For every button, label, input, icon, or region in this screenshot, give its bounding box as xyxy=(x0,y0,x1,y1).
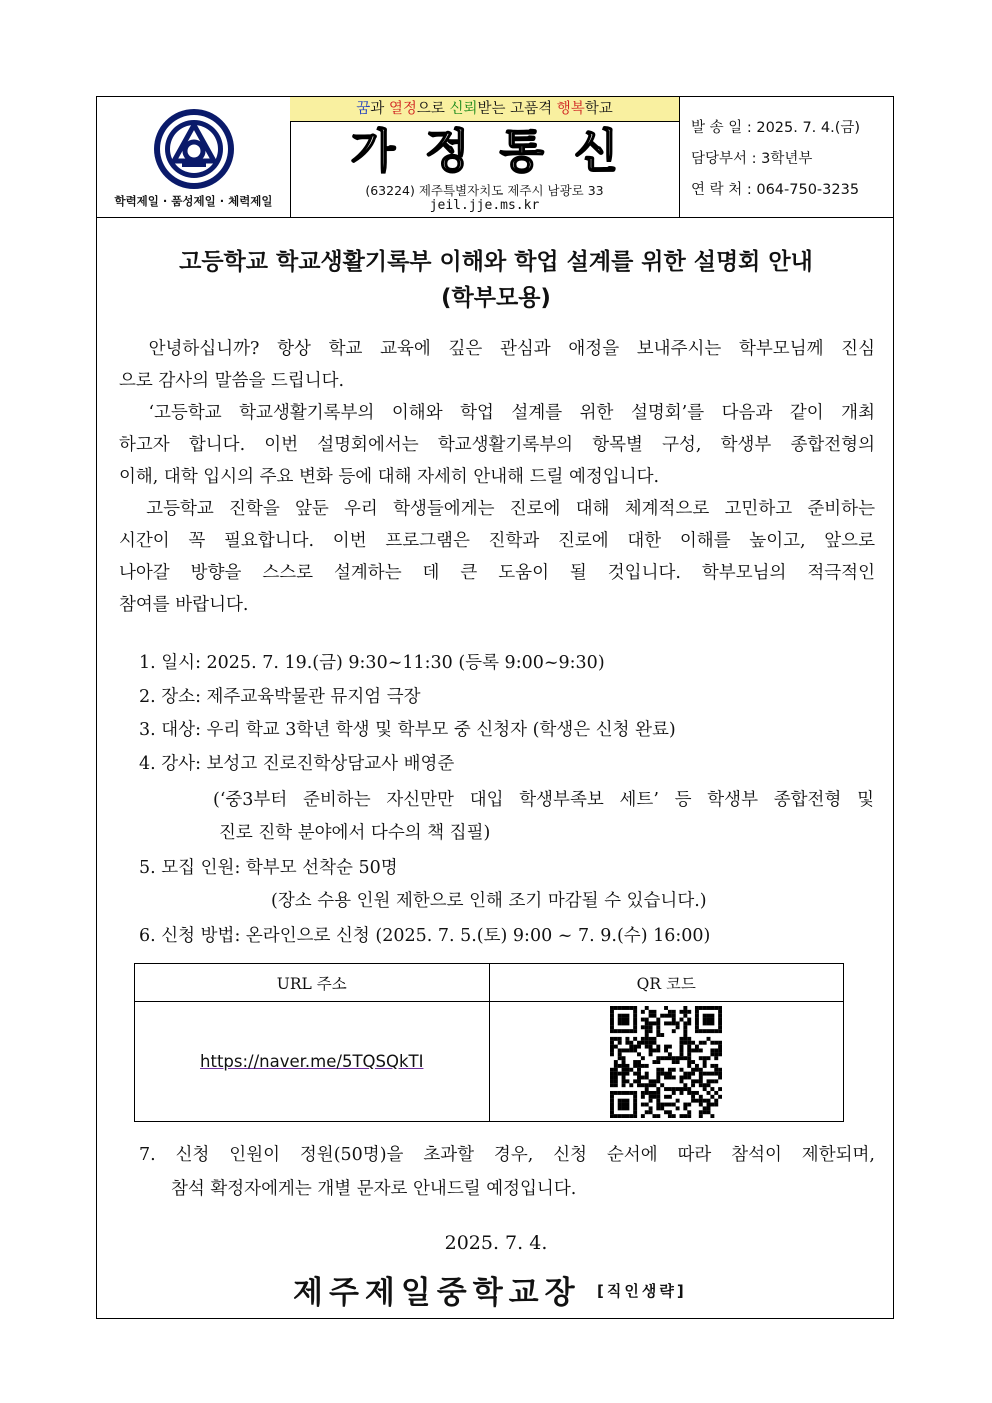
seal-note: [직인생략] xyxy=(597,1282,687,1300)
item-notice: 7. 신청 인원이 정원(50명)을 초과할 경우, 신청 순서에 따라 참석이 제한되며, xyxy=(139,1145,875,1165)
url-cell xyxy=(135,1002,490,1122)
item-place: 2. 장소: 제주교육박물관 뮤지엄 극장 xyxy=(139,687,421,707)
col-header-url: URL 주소 xyxy=(135,964,490,1002)
item-capacity: 5. 모집 인원: 학부모 선착순 50명 xyxy=(139,858,398,878)
para-line: 고등학교 진학을 앞둔 우리 학생들에게는 진로에 대해 체계적으로 고민하고 준비하는 xyxy=(119,499,875,519)
issue-date: 2025. 7. 4. xyxy=(444,1232,548,1254)
info-cell xyxy=(679,97,893,217)
para-line: 하고자 합니다. 이번 설명회에서는 학교생활기록부의 항목별 구성, 학생부 종합전형의 xyxy=(119,435,875,455)
item-method: 6. 신청 방법: 온라인으로 신청 (2025. 7. 5.(토) 9:00 ~ 7. 9.(수) 16:00) xyxy=(139,926,711,946)
item-target: 3. 대상: 우리 학교 3학년 학생 및 학부모 중 신청자 (학생은 신청 완료) xyxy=(139,720,676,740)
send-date: 발 송 일 : 2025. 7. 4.(금) xyxy=(691,120,861,136)
slogan-part: 신뢰 xyxy=(449,101,478,117)
slogan-part: 열정 xyxy=(388,101,417,117)
paragraph-purpose xyxy=(119,397,875,493)
slogan-part: 으로 xyxy=(416,101,450,117)
newsletter-title: 가정통신 xyxy=(350,124,649,178)
item-capacity-note: (장소 수용 인원 제한으로 인해 조기 마감될 수 있습니다.) xyxy=(271,891,707,911)
logo-cell xyxy=(97,97,291,217)
item-notice-cont: 참석 확정자에게는 개별 문자로 안내드릴 예정입니다. xyxy=(171,1179,577,1199)
doc-title: 고등학교 학교생활기록부 이해와 학업 설계를 위한 설명회 안내 xyxy=(179,249,813,275)
slogan-part: 꿈 xyxy=(356,101,371,117)
para-line: 으로 감사의 말씀을 드립니다. xyxy=(119,371,345,391)
para-line: 안녕하십니까? 항상 학교 교육에 깊은 관심과 애정을 보내주시는 학부모님께 진심 xyxy=(119,339,875,359)
school-emblem-icon xyxy=(152,107,236,191)
school-slogan xyxy=(290,97,679,122)
school-motto: 학력제일 · 품성제일 · 체력제일 xyxy=(114,194,273,208)
slogan-part: 학교 xyxy=(584,101,613,117)
item-speaker-note: (‘중3부터 준비하는 자신만만 대입 학생부족보 세트’ 등 학생부 종합전형 및 xyxy=(213,790,874,810)
slogan-part: 받는 고품격 xyxy=(477,101,557,117)
qr-code-icon[interactable] xyxy=(610,1006,722,1118)
col-header-qr: QR 코드 xyxy=(489,964,844,1002)
slogan-part: 행복 xyxy=(556,101,585,117)
doc-subtitle: (학부모용) xyxy=(441,285,551,311)
qr-cell xyxy=(489,1002,844,1122)
item-date: 1. 일시: 2025. 7. 19.(금) 9:30~11:30 (등록 9:00~9:30) xyxy=(139,653,605,673)
department: 담당부서 : 3학년부 xyxy=(691,151,813,167)
application-link[interactable]: https://naver.me/5TQSQkTI xyxy=(200,1052,424,1071)
school-website: jeil.jje.ms.kr xyxy=(429,198,540,213)
principal-signature: 제주제일중학교장 xyxy=(293,1275,581,1311)
para-line: 참여를 바랍니다. xyxy=(119,595,249,615)
item-speaker-note: 진로 진학 분야에서 다수의 책 집필) xyxy=(219,823,491,843)
document-frame xyxy=(96,96,894,1319)
paragraph-invitation xyxy=(119,493,875,621)
contact: 연 락 처 : 064-750-3235 xyxy=(691,182,860,198)
header xyxy=(97,97,893,218)
paragraph-greeting xyxy=(119,333,875,397)
para-line: 나아갈 방향을 스스로 설계하는 데 큰 도움이 될 것입니다. 학부모님의 적극적인 xyxy=(119,563,875,583)
slogan-part: 과 xyxy=(370,101,389,117)
item-speaker: 4. 강사: 보성고 진로진학상담교사 배영준 xyxy=(139,754,455,774)
school-address: (63224) 제주특별자치도 제주시 남광로 33 xyxy=(365,183,604,198)
application-table xyxy=(134,963,844,1122)
para-line: ‘고등학교 학교생활기록부의 이해와 학업 설계를 위한 설명회’를 다음과 같이 개최 xyxy=(119,403,875,423)
para-line: 이해, 대학 입시의 주요 변화 등에 대해 자세히 안내해 드릴 예정입니다. xyxy=(119,467,660,487)
para-line: 시간이 꼭 필요합니다. 이번 프로그램은 진학과 진로에 대한 이해를 높이고, 앞으로 xyxy=(119,531,875,551)
title-cell xyxy=(290,97,680,217)
